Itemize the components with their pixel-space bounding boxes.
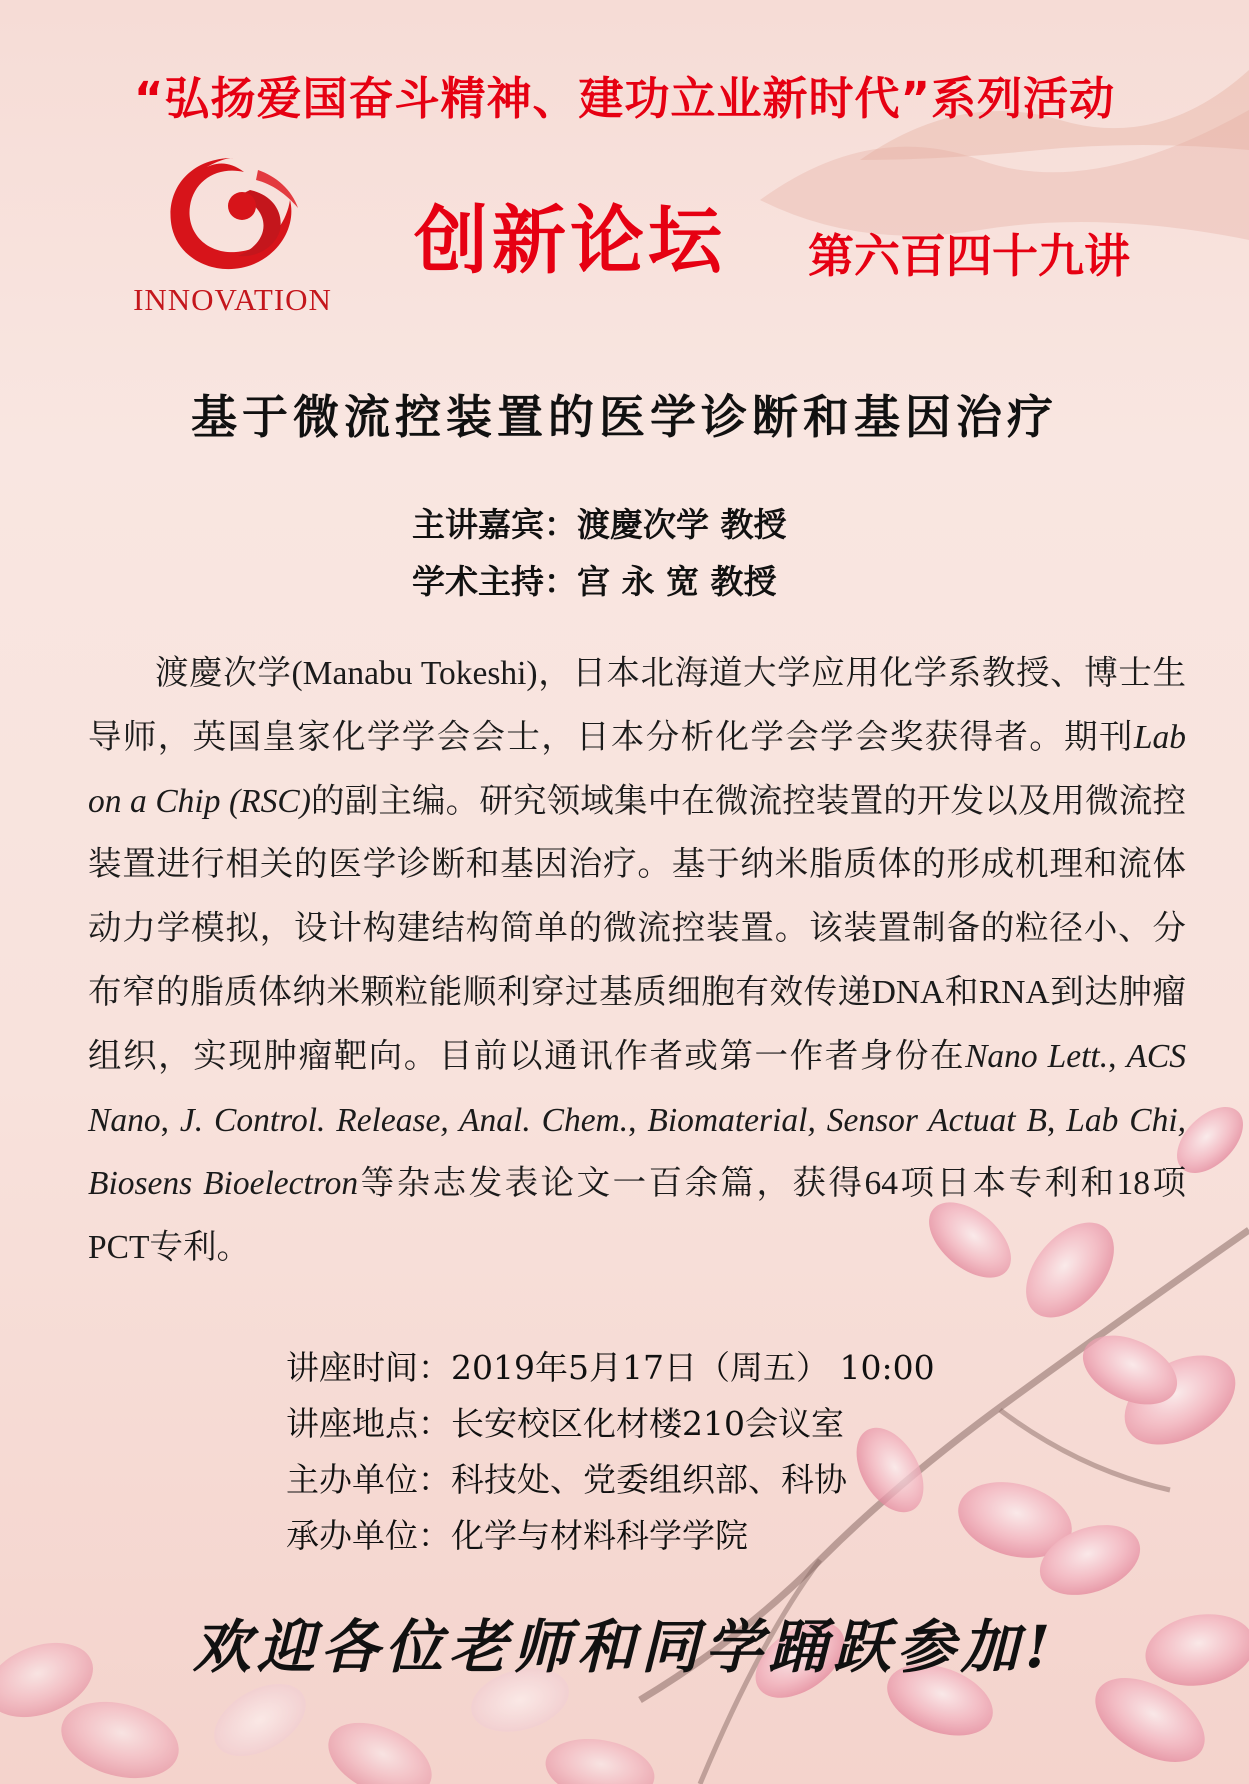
info-time <box>286 1340 935 1396</box>
swirl-logo-icon <box>158 150 308 280</box>
bio-text-1: 渡慶次学(Manabu Tokeshi)，日本北海道大学应用化学系教授、博士生导师，英国皇家化学学会会士，日本分析化学会学会奖获得者。期刊 <box>88 655 1186 756</box>
bio-journal-5: Lab Chi, Biosens Bioelectron <box>88 1101 1187 1203</box>
bio-journal-4: Biomaterial, Sensor Actuat B <box>647 1101 1047 1139</box>
info-organizer <box>286 1452 935 1508</box>
info-location <box>286 1396 935 1452</box>
bio-sep-2: , <box>160 1101 180 1139</box>
bio-text-3: 等杂志发表论文一百余篇，获得64项日本专利和18项PCT专利。 <box>88 1165 1187 1267</box>
bio-sep-1: , <box>1108 1037 1127 1075</box>
talk-title: 基于微流控装置的医学诊断和基因治疗 <box>191 390 1058 444</box>
bio-sep-3: , <box>628 1101 648 1139</box>
info-value: 科技处、党委组织部、科协 <box>451 1460 847 1499</box>
speaker-label: 主讲嘉宾： <box>412 505 577 544</box>
lecture-number: 第六百四十九讲 <box>808 229 1130 283</box>
welcome-message: 欢迎各位老师和同学踊跃参加! <box>192 1613 1057 1681</box>
speaker-value: 渡慶次学 教授 <box>577 505 787 544</box>
info-label: 主办单位： <box>286 1460 451 1499</box>
info-value: 2019年5月17日（周五） 10:00 <box>451 1348 935 1387</box>
info-value: 化学与材料科学学院 <box>451 1516 748 1555</box>
logo-text: INNOVATION <box>133 282 332 317</box>
speaker-line <box>412 496 787 553</box>
innovation-logo <box>120 150 345 325</box>
speaker-biography <box>88 642 1186 1280</box>
info-value: 长安校区化材楼210会议室 <box>451 1404 844 1443</box>
bio-text-2: 的副主编。研究领域集中在微流控装置的开发以及用微流控装置进行相关的医学诊断和基因治疗。基于纳米脂质体的形成机理和流体动力学模拟，设计构建结构简单的微流控装置。该装置制备的粒径小、分布窄的脂质体纳米颗粒能顺利穿过基质细胞有效传递DNA和RNA到达肿瘤组织，实现肿瘤靶向。目前以通讯作者或第一作者身份在 <box>88 782 1186 1075</box>
info-undertaker <box>286 1508 935 1564</box>
bio-paragraph <box>88 642 1186 1280</box>
speaker-block <box>412 496 787 610</box>
bio-sep-4: , <box>1046 1101 1067 1139</box>
info-label: 讲座时间： <box>286 1348 451 1387</box>
bio-journal-3: J. Control. Release, Anal. Chem. <box>179 1101 629 1139</box>
host-line <box>412 553 787 610</box>
bio-journal: Lab on a Chip (RSC) <box>88 718 1186 820</box>
bio-journal-2: ACS Nano <box>88 1037 1187 1139</box>
event-info <box>286 1340 935 1564</box>
info-label: 承办单位： <box>286 1516 451 1555</box>
host-value: 宫 永 宽 教授 <box>577 562 777 601</box>
host-label: 学术主持： <box>412 562 577 601</box>
bio-journal-1: Nano Lett. <box>965 1037 1109 1075</box>
series-title: “弘扬爱国奋斗精神、建功立业新时代”系列活动 <box>133 72 1116 125</box>
info-label: 讲座地点： <box>286 1404 451 1443</box>
forum-name: 创新论坛 <box>414 198 726 284</box>
